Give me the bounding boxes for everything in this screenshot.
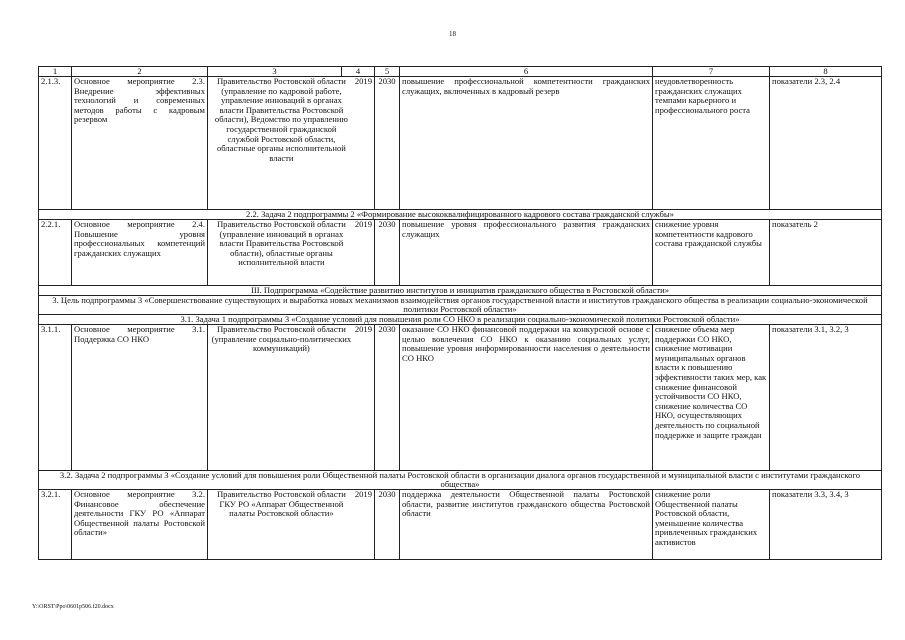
end-year: 2030 <box>375 325 400 471</box>
expected-result: повышение профессиональной компетентности гражданских служащих, включенных в кадровый резерв <box>400 77 653 210</box>
executor-cell <box>208 77 375 210</box>
start-year: 2019 <box>354 324 372 334</box>
task-heading-row <box>39 471 882 490</box>
measure-name: Основное мероприятие 2.4. Повышение уровня профессиональных компетенций гражданских служащих <box>72 220 208 286</box>
table-row <box>39 325 882 471</box>
item-number: 2.2.1. <box>39 220 72 286</box>
measure-name: Основное мероприятие 3.2. Финансовое обеспечение деятельности ГКУ РО «Аппарат Общественной палаты Ростовской области» <box>72 490 208 560</box>
item-number: 3.1.1. <box>39 325 72 471</box>
task-heading: 2.2. Задача 2 подпрограммы 2 «Формирование высококвалифицированного кадрового состава гражданской службы» <box>39 210 882 220</box>
expected-result: повышение уровня профессионального развития гражданских служащих <box>400 220 653 286</box>
executor: Правительство Ростовской области (управление инноваций в органах власти Правительства Ростовской области), областные органы исполнительной власти <box>216 219 346 268</box>
executor-cell <box>208 490 375 560</box>
column-number: 5 <box>375 67 400 77</box>
column-number: 3 <box>208 67 342 77</box>
end-year: 2030 <box>375 77 400 210</box>
column-number: 4 <box>342 67 375 77</box>
measure-name: Основное мероприятие 3.1. Поддержка СО НКО <box>72 325 208 471</box>
non-implementation-consequence: неудовлетворенность гражданских служащих темпами карьерного и профессионального роста <box>653 77 770 210</box>
task-heading: 3.2. Задача 2 подпрограммы 3 «Создание условий для повышения роли Общественной палаты Ростовской области в организации диалога органов государственной и муниципальной власти с институтами гражданского общества» <box>39 471 882 490</box>
column-number-row <box>39 67 882 77</box>
table-row <box>39 490 882 560</box>
item-number: 3.2.1. <box>39 490 72 560</box>
task-heading-row <box>39 210 882 220</box>
table-row <box>39 220 882 286</box>
start-year: 2019 <box>354 76 372 86</box>
indicators: показатели 3.3, 3.4, 3 <box>770 490 882 560</box>
executor-cell <box>208 220 375 286</box>
non-implementation-consequence: снижение объема мер поддержки СО НКО, снижение мотивации муниципальных органов власти к повышению эффективности таких мер, как снижение финансовой устойчивости СО НКО, снижение количества СО НКО, осуществляющих деятельность по социальной поддержке и защите граждан <box>653 325 770 471</box>
file-path-footer: Y:\ORST\Ppo\0601p506.f20.docx <box>32 604 114 610</box>
expected-result: поддержка деятельности Общественной палаты Ростовской области, развитие институтов гражданского общества Ростовской области <box>400 490 653 560</box>
program-table <box>38 66 882 560</box>
end-year: 2030 <box>375 220 400 286</box>
indicators: показатели 3.1, 3.2, 3 <box>770 325 882 471</box>
column-number: 6 <box>400 67 653 77</box>
column-number: 1 <box>39 67 72 77</box>
table-row <box>39 77 882 210</box>
measure-name: Основное мероприятие 2.3. Внедрение эффективных технологий и современных методов работы с кадровым резервом <box>72 77 208 210</box>
subprogram-heading-row <box>39 286 882 296</box>
goal-heading-row <box>39 296 882 315</box>
executor: Правительство Ростовской области (управление социально-политических коммуникаций) <box>211 324 352 354</box>
expected-result: оказание СО НКО финансовой поддержки на конкурсной основе с целью вовлечения СО НКО к оказанию социальных услуг, повышение уровня информированности населения о деятельности СО НКО <box>400 325 653 471</box>
executor: Правительство Ростовской области ГКУ РО «Аппарат Общественной палаты Ростовской области» <box>216 489 346 519</box>
indicators: показатель 2 <box>770 220 882 286</box>
subprogram-heading: III. Подпрограмма «Содействие развитию институтов и инициатив гражданского общества в Ростовской области» <box>39 286 882 296</box>
end-year: 2030 <box>375 490 400 560</box>
non-implementation-consequence: снижение роли Общественной палаты Ростовской области, уменьшение количества привлеченных гражданских активистов <box>653 490 770 560</box>
start-year: 2019 <box>354 489 372 499</box>
executor: Правительство Ростовской области (управление по кадровой работе, управление инноваций в органах власти Правительства Ростовской области), Ведомство по управлению государственной гражданской службой Ростовской области, областные органы исполнительной власти <box>214 76 348 163</box>
column-number: 8 <box>770 67 882 77</box>
column-number: 2 <box>72 67 208 77</box>
goal-heading: 3. Цель подпрограммы 3 «Совершенствование существующих и выработка новых механизмов взаимодействия органов государственной власти и институтов гражданского общества в реализации социально-экономической политики Ростовской области» <box>39 296 882 315</box>
task-heading-row <box>39 315 882 325</box>
executor-cell <box>208 325 375 471</box>
indicators: показатели 2.3, 2.4 <box>770 77 882 210</box>
item-number: 2.1.3. <box>39 77 72 210</box>
non-implementation-consequence: снижение уровня компетентности кадрового состава гражданской службы <box>653 220 770 286</box>
task-heading: 3.1. Задача 1 подпрограммы 3 «Создание условий для повышения роли СО НКО в реализации социально-экономической политики Ростовской области» <box>39 315 882 325</box>
page-number: 18 <box>449 30 456 38</box>
column-number: 7 <box>653 67 770 77</box>
start-year: 2019 <box>354 219 372 229</box>
